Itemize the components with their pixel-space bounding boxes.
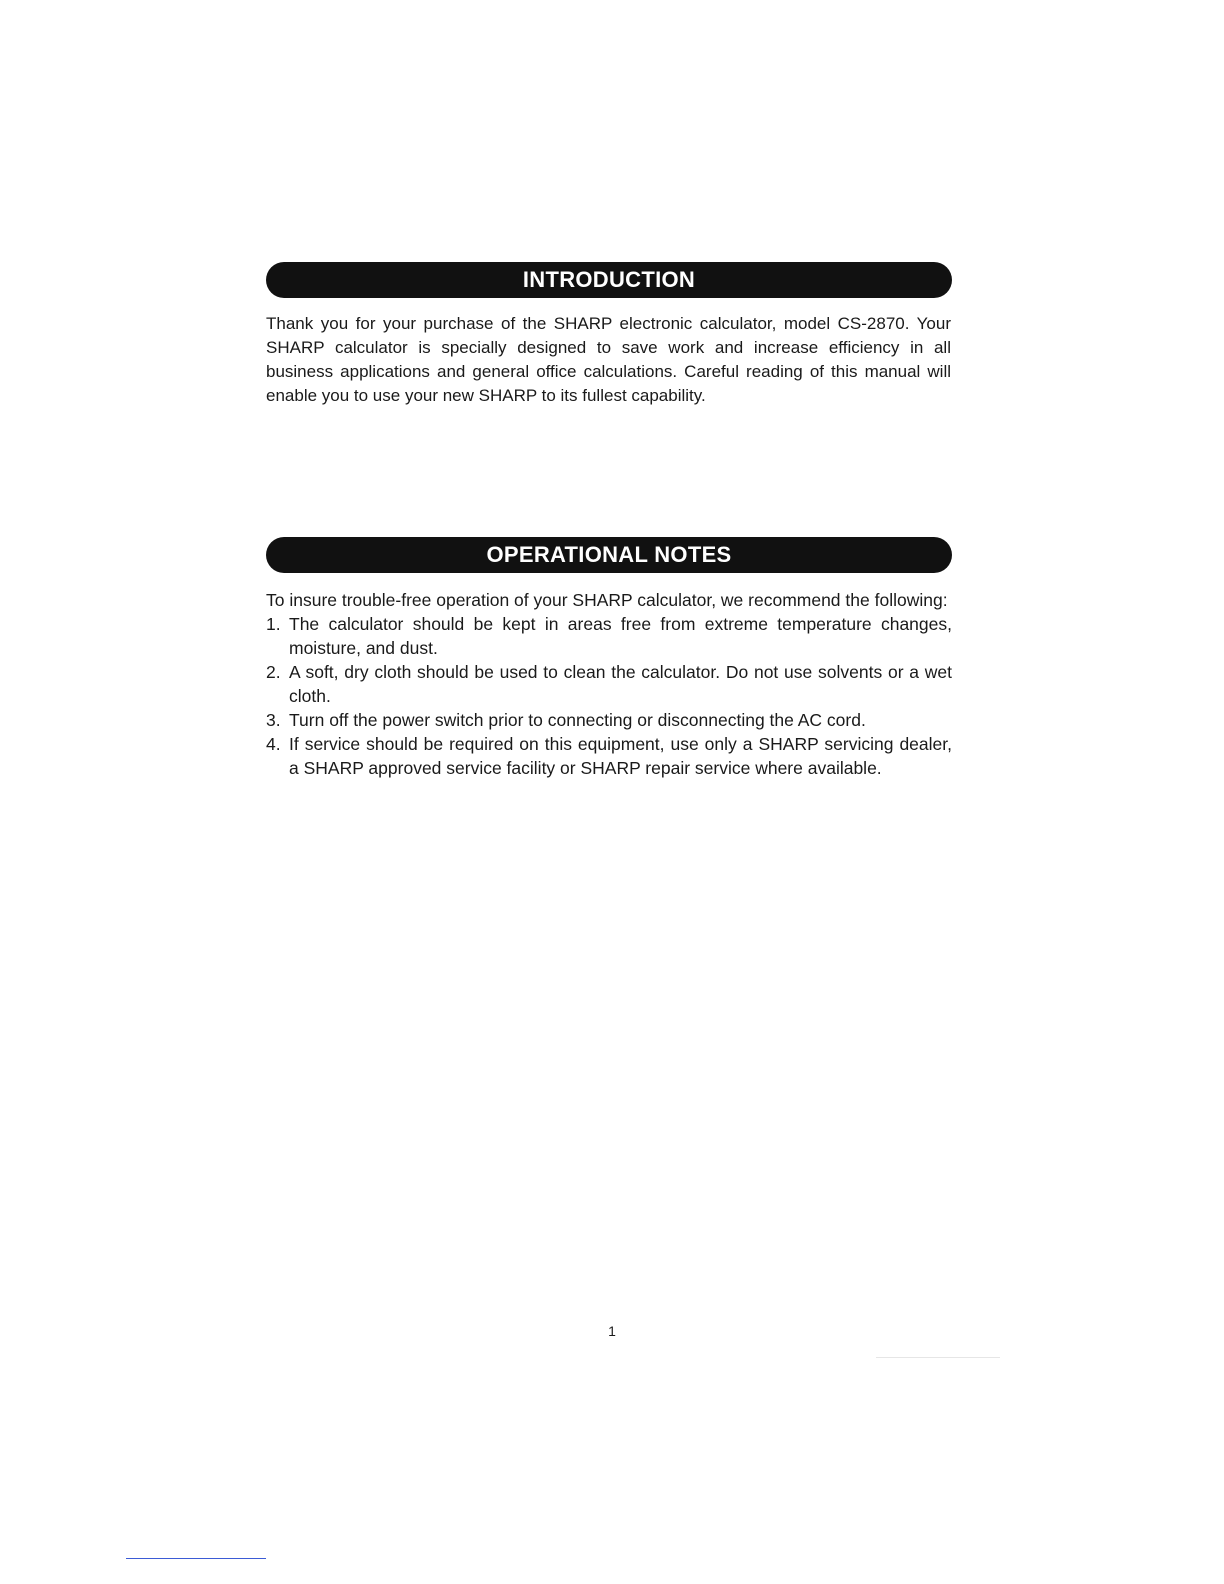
list-item-number: 4.: [266, 734, 281, 754]
list-item: [266, 660, 952, 708]
list-item-number: 2.: [266, 662, 281, 682]
list-item-text: A soft, dry cloth should be used to clean the calculator. Do not use solvents or a wet cloth.: [289, 662, 952, 706]
list-item: [266, 708, 952, 732]
scan-divider: [876, 1357, 1000, 1358]
scan-divider: [126, 1558, 266, 1559]
page-number: 1: [608, 1323, 616, 1339]
list-item-text: Turn off the power switch prior to connecting or disconnecting the AC cord.: [289, 710, 866, 730]
operational-notes-lead: To insure trouble-free operation of your SHARP calculator, we recommend the following:: [266, 590, 948, 610]
list-item-number: 1.: [266, 614, 281, 634]
introduction-paragraph: Thank you for your purchase of the SHARP electronic calculator, model CS-2870. Your SHARP calculator is specially designed to save work and increase efficiency in all business applications and general office calculations. Careful reading of this manual will enable you to use your new SHARP to its fullest capability.: [266, 314, 951, 405]
list-item-text: If service should be required on this equipment, use only a SHARP servicing dealer, a SHARP approved service facility or SHARP repair service where available.: [289, 734, 952, 778]
introduction-heading: INTRODUCTION: [266, 262, 952, 298]
list-item: [266, 612, 952, 660]
list-item-number: 3.: [266, 710, 281, 730]
operational-notes-list: [266, 612, 952, 780]
operational-notes-heading: OPERATIONAL NOTES: [266, 537, 952, 573]
operational-notes-body: [266, 588, 952, 780]
list-item-text: The calculator should be kept in areas free from extreme temperature changes, moisture, and dust.: [289, 614, 952, 658]
list-item: [266, 732, 952, 780]
